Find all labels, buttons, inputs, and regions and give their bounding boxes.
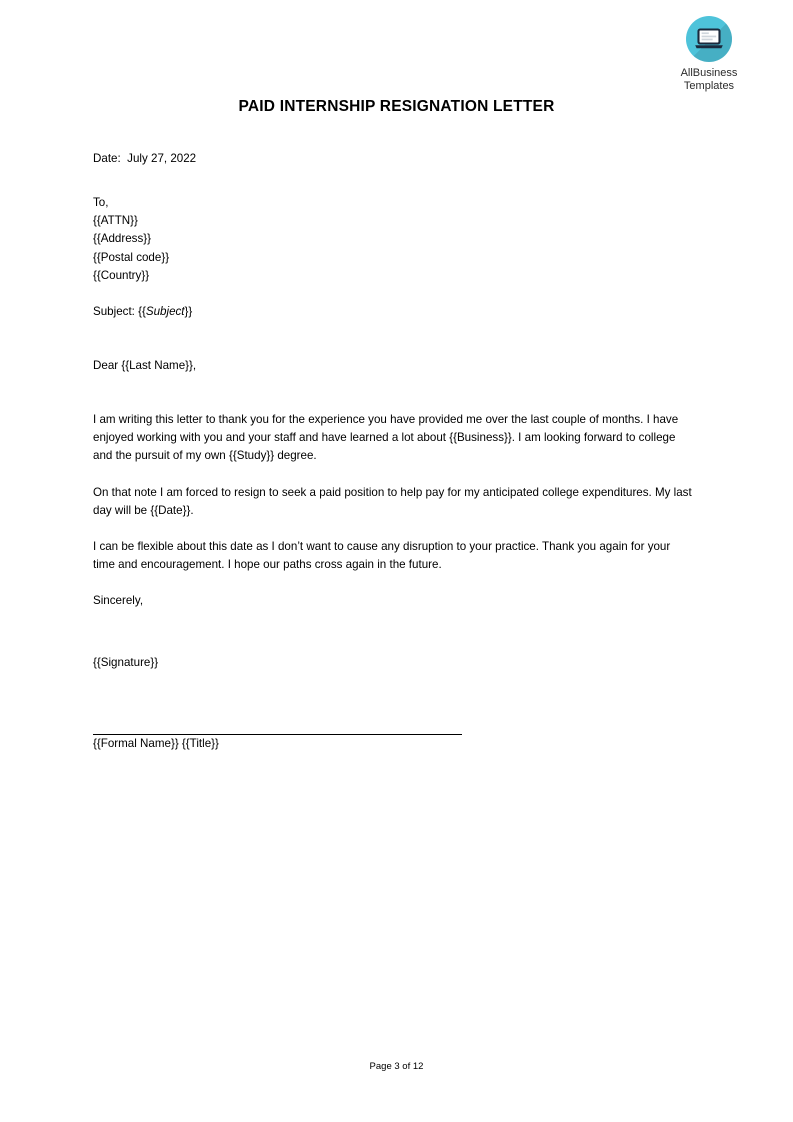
signer-name-title: {{Formal Name}} {{Title}}	[93, 737, 219, 751]
spacer	[93, 285, 693, 303]
body-paragraph-2: On that note I am forced to resign to seek a paid position to help pay for my anticipated college expenditures. My last day will be {{Date}}.	[93, 485, 692, 517]
spacer	[93, 168, 693, 194]
recipient-attn: {{ATTN}}	[93, 214, 138, 228]
recipient-to: To,	[93, 196, 109, 209]
spacer	[93, 574, 693, 592]
recipient-address: {{Address}}	[93, 232, 152, 246]
body-paragraph-1: I am writing this letter to thank you for the experience you have provided me over the last couple of months. I have enjoyed working with you and your staff and have learned a lot about {{Business}}. I am looking forward to college and the pursuit of my own {{Study}} degree.	[93, 413, 679, 463]
subject-label: Subject: {{	[93, 305, 146, 319]
logo-text	[653, 67, 765, 92]
letter-body	[93, 150, 693, 753]
spacer	[93, 708, 693, 734]
page-title: PAID INTERNSHIP RESIGNATION LETTER	[238, 98, 555, 115]
spacer	[93, 321, 693, 357]
recipient-postal-code: {{Postal code}}	[93, 250, 170, 264]
recipient-block	[93, 194, 693, 285]
spacer	[93, 636, 693, 654]
closing: Sincerely,	[93, 594, 144, 608]
spacer	[93, 610, 693, 636]
subject-close: }}	[184, 305, 193, 319]
logo-circle	[686, 16, 732, 62]
body-paragraph-3: I can be flexible about this date as I don’t want to cause any disruption to your practice. Thank you again for your time and encouragement. I hope our paths cross again in the future.	[93, 540, 671, 572]
signature-placeholder: {{Signature}}	[93, 656, 159, 670]
recipient-country: {{Country}}	[93, 268, 150, 282]
subject-variable: Subject	[145, 305, 185, 319]
salutation: Dear {{Last Name}},	[93, 359, 197, 373]
laptop-icon	[694, 27, 724, 51]
subject-line	[93, 303, 693, 321]
logo-text-line2: Templates	[683, 79, 735, 92]
date-line: Date: July 27, 2022	[93, 152, 197, 165]
logo-text-line1: AllBusiness	[680, 67, 738, 79]
spacer	[93, 375, 693, 411]
logo-circle-wrap	[653, 16, 765, 66]
page-footer: Page 3 of 12	[369, 1061, 424, 1072]
brand-logo	[653, 16, 765, 92]
spacer	[93, 672, 693, 708]
